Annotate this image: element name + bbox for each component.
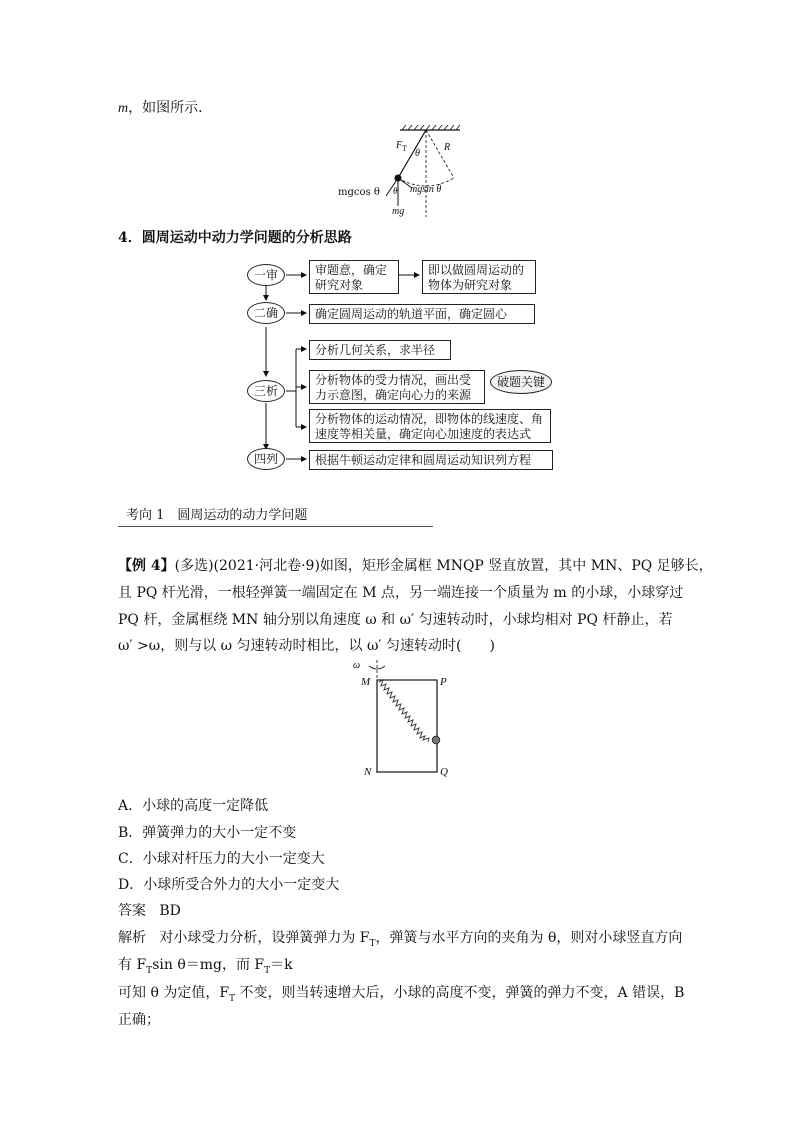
section-4-title: 4．圆周运动中动力学问题的分析思路 — [118, 230, 352, 246]
flow-step-3-box-2: 分析物体的受力情况，画出受力示意图，确定向心力的来源 — [309, 370, 485, 404]
flow-step-1-box-1: 审题意，确定研究对象 — [309, 260, 399, 294]
topic-heading — [118, 506, 433, 527]
flow-step-3-box-3: 分析物体的运动情况，即物体的线速度、角速度等相关量，确定向心加速度的表达式 — [309, 409, 551, 443]
frame-omega-label: ω — [353, 660, 361, 671]
pendulum-ft-label: $F_T$ — [396, 140, 407, 153]
pendulum-mgcos-label: mgcos θ — [338, 187, 380, 198]
answer-value: BD — [159, 903, 181, 919]
example-line-1: 【例 4】(多选)(2021·河北卷·9)如图，矩形金属框 MNQP 竖直放置，其中 MN、PQ 足够长， — [118, 558, 713, 574]
analysis-line-4: 正确； — [118, 1012, 160, 1028]
intro-rest: ，如图所示. — [128, 100, 203, 116]
pendulum-mg-label: mg — [392, 206, 405, 217]
option-b: B．弹簧弹力的大小一定不变 — [118, 825, 297, 841]
flow-step-1: 一审 — [247, 264, 285, 286]
flow-step-1-box-2: 即以做圆周运动的物体为研究对象 — [422, 260, 536, 294]
option-a: A．小球的高度一定降低 — [118, 798, 269, 814]
flow-step-4-box: 根据牛顿运动定律和圆周运动知识列方程 — [309, 450, 553, 470]
example-line-4: ω′ >ω，则与以 ω 匀速转动时相比，以 ω′ 匀速转动时( ) — [118, 638, 495, 654]
option-d: D．小球所受合外力的大小一定变大 — [118, 877, 340, 893]
example-line-3: PQ 杆，金属框绕 MN 轴分别以角速度 ω 和 ω′ 匀速转动时，小球均相对 PQ 杆静止，若 — [118, 612, 673, 628]
option-c: C．小球对杆压力的大小一定变大 — [118, 851, 325, 867]
intro-m: m — [118, 101, 129, 116]
flow-step-4: 四列 — [247, 448, 285, 470]
frame-n-label: N — [364, 766, 372, 778]
topic-title: 考向 1 圆周运动的动力学问题 — [126, 508, 308, 523]
flow-step-3-box-1: 分析几何关系，求半径 — [309, 340, 451, 360]
pendulum-r-label: R — [444, 142, 451, 153]
pendulum-theta-label: θ — [415, 148, 420, 159]
intro-line — [118, 98, 203, 119]
frame-m-label: M — [361, 676, 371, 688]
analysis-line-3: 可知 θ 为定值，$F_T$ 不变，则当转速增大后，小球的高度不变，弹簧的弹力不变，A 错误，B — [118, 985, 685, 1004]
answer-label: 答案 — [118, 903, 146, 919]
analysis-line-2: 有 $F_T\sin$ θ＝mg，而 $F_T=k$ — [118, 957, 293, 976]
flow-step-2: 二确 — [247, 302, 285, 324]
frame-q-label: Q — [440, 766, 448, 778]
analysis-line-1: 解析 对小球受力分析，设弹簧弹力为 $F_T$，弹簧与水平方向的夹角为 θ，则对小球竖直方向 — [118, 930, 683, 949]
pendulum-theta2-label: θ — [393, 186, 398, 196]
flow-step-2-box: 确定圆周运动的轨道平面，确定圆心 — [309, 304, 535, 324]
frame-p-label: P — [440, 676, 447, 688]
flow-step-3-callout: 破题关键 — [490, 370, 552, 394]
analysis-label: 解析 — [118, 930, 146, 946]
example-line-2: 且 PQ 杆光滑，一根轻弹簧一端固定在 M 点，另一端连接一个质量为 m 的小球，小球穿过 — [118, 585, 684, 601]
answer-line — [118, 901, 181, 921]
flow-step-3: 三析 — [247, 380, 285, 402]
example-tag: 【例 4】 — [118, 558, 175, 574]
pendulum-mgsin-label: mgsin θ — [410, 184, 442, 195]
